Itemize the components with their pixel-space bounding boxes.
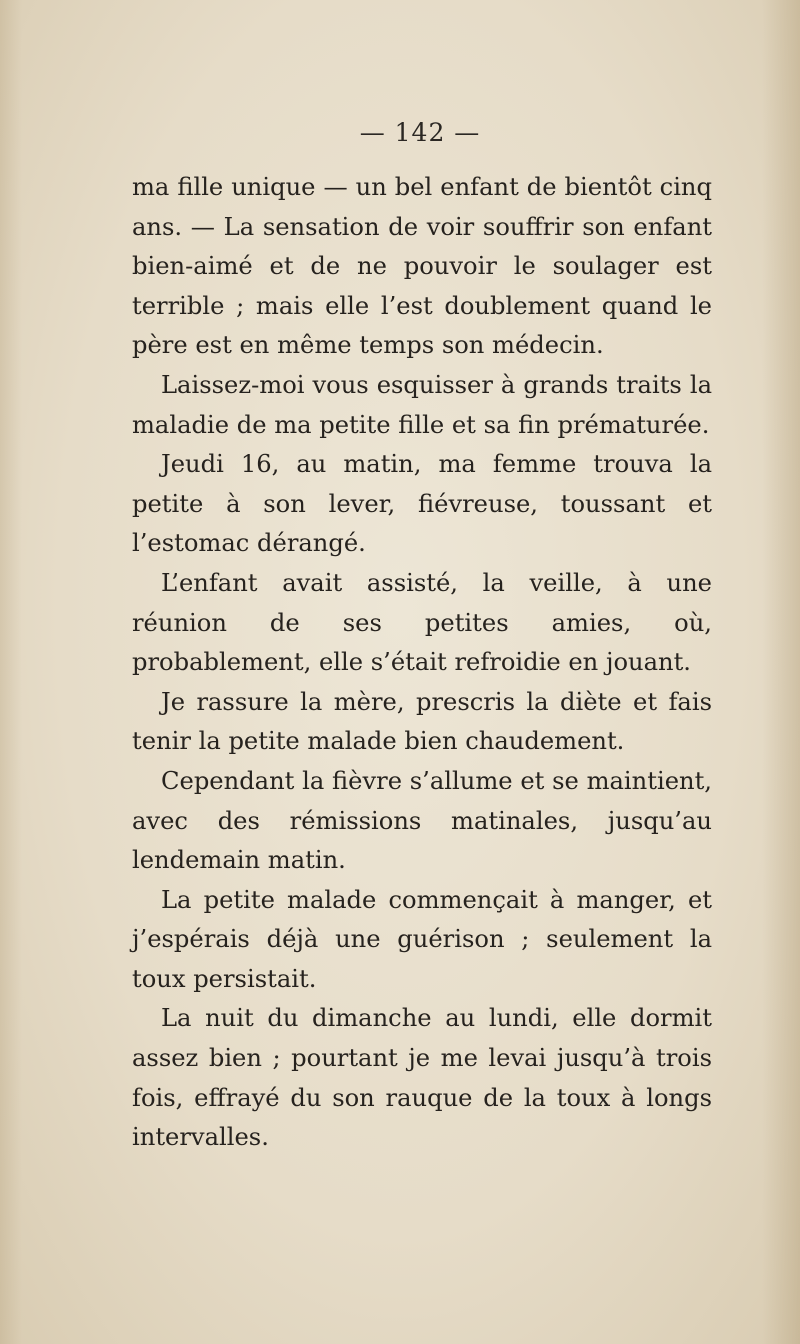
paragraph-5: Je rassure la mère, prescris la diète et fais tenir la petite malade bien chaudement. — [132, 687, 712, 756]
paragraph-4: L’enfant avait assisté, la veille, à une réunion de ses petites amies, où, probablement, elle s’était refroidie en jouant. — [132, 568, 712, 677]
page-number: — 142 — — [359, 118, 481, 147]
paragraph-1: ma fille unique — un bel enfant de bientôt cinq ans. — La sensation de voir souffrir son enfant bien-aimé et de ne pouvoir le soulager est terrible ; mais elle l’est doublement quand le père est en même temps son médecin. — [132, 173, 712, 360]
paragraph-8: La nuit du dimanche au lundi, elle dormit assez bien ; pourtant je me levai jusqu’à trois fois, effrayé du son rauque de la toux à longs intervalles. — [132, 1004, 712, 1152]
paragraph-3: Jeudi 16, au matin, ma femme trouva la petite à son lever, fiévreuse, toussant et l’estomac dérangé. — [132, 450, 712, 558]
paragraph-6: Cependant la fièvre s’allume et se maintient, avec des rémissions matinales, jusqu’au lendemain matin. — [132, 766, 712, 875]
paragraph-2: Laissez-moi vous esquisser à grands traits la maladie de ma petite fille et sa fin prématurée. — [132, 370, 712, 439]
paragraph-7: La petite malade commençait à manger, et j’espérais déjà une guérison ; seulement la toux persistait. — [132, 885, 712, 993]
body-text — [132, 168, 712, 1158]
